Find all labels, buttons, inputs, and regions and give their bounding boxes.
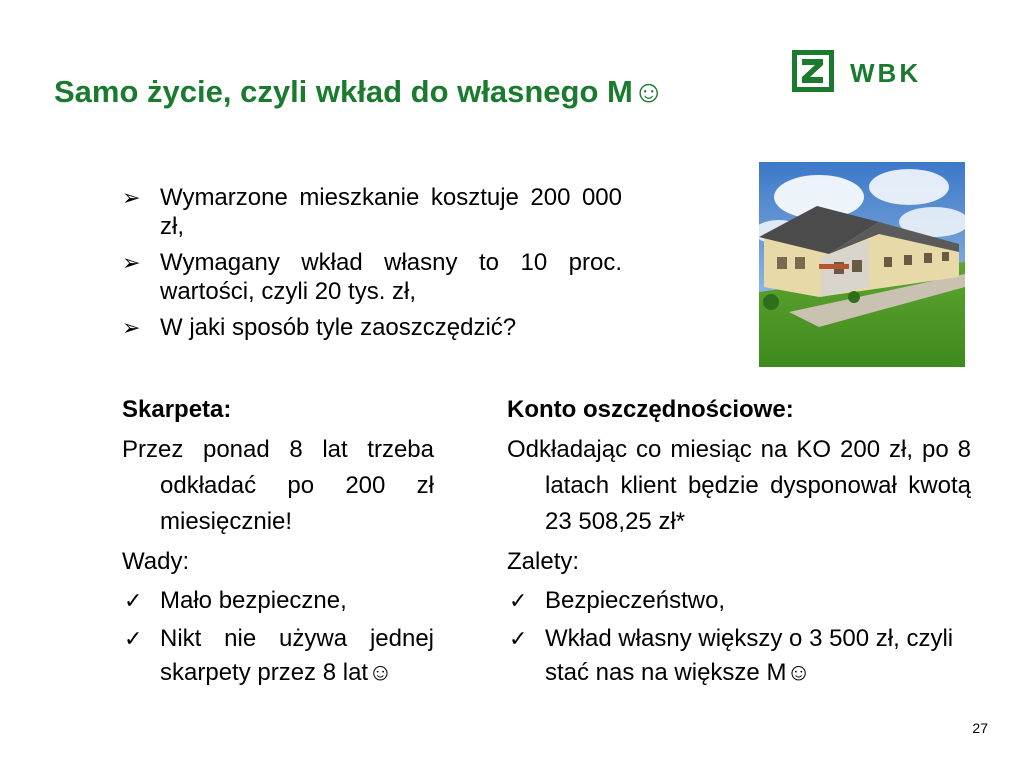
page-number: 27 — [972, 720, 988, 736]
intro-bullet-item — [122, 183, 622, 241]
arrowhead-bullet-icon: ➢ — [122, 185, 141, 210]
left-list-item-text: Nikt nie używa jednej skarpety przez 8 lat☺ — [160, 625, 434, 686]
checkmark-icon: ✓ — [509, 588, 528, 613]
checkmark-icon: ✓ — [124, 626, 143, 651]
intro-bullet-item — [122, 313, 622, 342]
logo-text: WBK — [850, 58, 922, 88]
arrowhead-bullet-icon: ➢ — [122, 250, 141, 275]
left-list-item — [122, 584, 434, 618]
left-paragraph: Przez ponad 8 lat trzeba odkładać po 200 zł miesięcznie! — [122, 436, 434, 535]
left-label: Wady: — [122, 548, 190, 575]
wbk-logo — [790, 48, 980, 94]
checkmark-icon: ✓ — [124, 588, 143, 613]
intro-bullet-list — [122, 183, 622, 349]
left-list-item-text: Mało bezpieczne, — [160, 587, 347, 614]
checkmark-icon: ✓ — [509, 626, 528, 651]
intro-bullet-text: W jaki sposób tyle zaoszczędzić? — [160, 314, 517, 341]
intro-bullet-item — [122, 248, 622, 306]
right-list-item — [507, 622, 971, 690]
right-column — [507, 393, 971, 694]
right-list-item-text: Bezpieczeństwo, — [545, 587, 726, 614]
right-list-item-text: Wkład własny większy o 3 500 zł, czyli stać nas na większe M☺ — [545, 625, 954, 686]
arrowhead-bullet-icon: ➢ — [122, 315, 141, 340]
right-heading: Konto oszczędnościowe: — [507, 396, 794, 423]
right-label: Zalety: — [507, 548, 580, 575]
left-list-item — [122, 622, 434, 690]
right-paragraph: Odkładając co miesiąc na KO 200 zł, po 8 latach klient będzie dysponował kwotą 23 508,25 zł* — [507, 436, 971, 535]
intro-bullet-text: Wymarzone mieszkanie kosztuje 200 000 zł, — [160, 184, 622, 240]
slide-title: Samo życie, czyli wkład do własnego M☺ — [54, 74, 665, 109]
right-list-item — [507, 584, 971, 618]
housing-estate-photo — [759, 162, 965, 367]
intro-bullet-text: Wymagany wkład własny to 10 proc. wartości, czyli 20 tys. zł, — [160, 249, 622, 305]
left-column — [122, 393, 434, 694]
left-heading: Skarpeta: — [122, 396, 232, 423]
